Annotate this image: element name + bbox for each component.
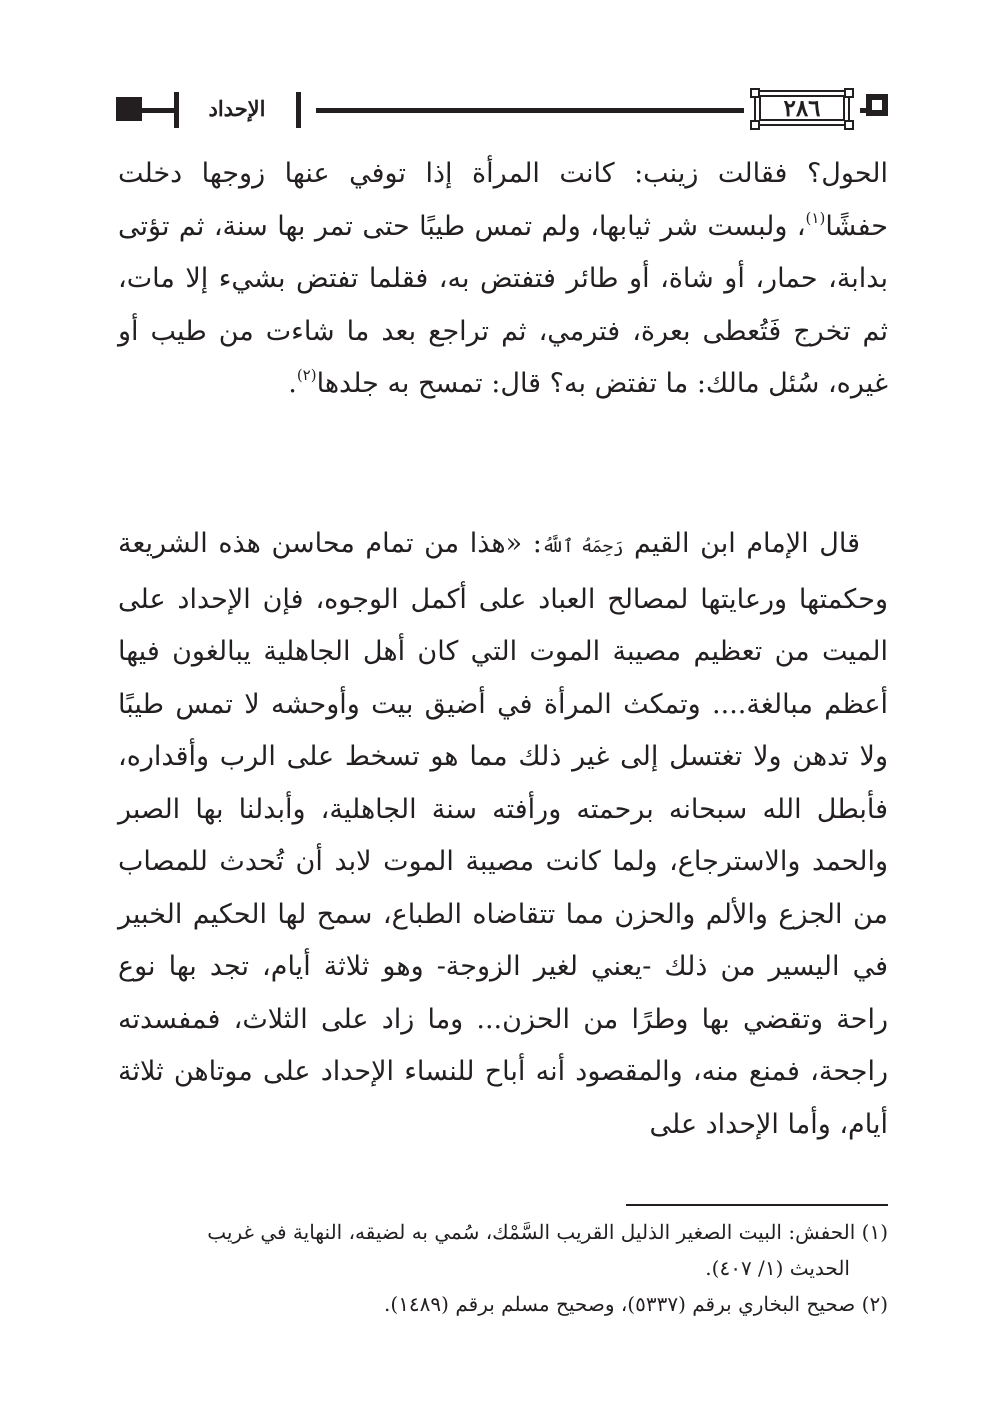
header-ornament-square-filled bbox=[116, 97, 142, 121]
footnote-1-text: الحفش: البيت الصغير الذليل القريب السَّمْك، سُمي به لضيقه، النهاية في غريب bbox=[207, 1220, 856, 1244]
honorific-glyph: رَحِمَهُ ٱللَّهُ bbox=[541, 536, 624, 557]
frame-corner-ornament bbox=[750, 120, 760, 130]
footnote-2 bbox=[118, 1286, 888, 1322]
header-divider-bar bbox=[296, 92, 301, 128]
footnote-1 bbox=[118, 1214, 888, 1250]
paragraph-1-text: ، ولبست شر ثيابها، ولم تمس طيبًا حتى تمر بها سنة، ثم تؤتى بدابة، حمار، أو شاة، أو طائر فتفتض به، فقلما تفتض بشيء إلا مات، ثم تخرج فَتُعطى بعرة، فترمي، ثم تراجع بعد ما شاءت من طيب أو غيره، سُئل مالك: ما تفتض به؟ قال: تمسح به جلدها bbox=[118, 210, 888, 399]
footnote-2-number: (٢) bbox=[861, 1292, 888, 1316]
footnote-1-continuation: الحديث (١/ ٤٠٧). bbox=[705, 1256, 850, 1280]
footnote-1-number: (١) bbox=[861, 1220, 888, 1244]
page-number: ٢٨٦ bbox=[759, 95, 845, 121]
frame-corner-ornament bbox=[844, 120, 854, 130]
chapter-title: الإحداد bbox=[182, 92, 292, 126]
paragraph-1-text: . bbox=[288, 368, 297, 399]
page-number-frame bbox=[744, 88, 860, 132]
paragraph-2-text: قال الإمام ابن القيم bbox=[634, 528, 860, 559]
frame-corner-ornament bbox=[844, 88, 854, 98]
paragraph-1-text: الحول؟ فقالت زينب: كانت المرأة إذا توفي عنها زوجها دخلت حفشًا bbox=[118, 158, 888, 242]
page-header bbox=[116, 88, 888, 132]
header-ornament-square-outline bbox=[866, 94, 888, 116]
header-divider-bar bbox=[174, 92, 179, 128]
footnote-ref-1[interactable]: (١) bbox=[805, 208, 826, 227]
header-rule-middle bbox=[316, 108, 746, 113]
footnotes bbox=[118, 1214, 888, 1322]
paragraph-1 bbox=[118, 148, 888, 411]
header-rule-left bbox=[136, 108, 176, 113]
footnote-separator bbox=[626, 1204, 888, 1206]
footnote-2-text: صحيح البخاري برقم (٥٣٣٧)، وصحيح مسلم برقم (١٤٨٩). bbox=[384, 1292, 856, 1316]
footnote-ref-2[interactable]: (٢) bbox=[296, 366, 317, 384]
paragraph-2 bbox=[118, 518, 888, 1151]
paragraph-2-text: : «هذا من تمام محاسن هذه الشريعة وحكمتها ورعايتها لمصالح العباد على أكمل الوجوه، فإن الإحداد على الميت من تعظيم مصيبة الموت التي كان أهل الجاهلية يبالغون فيها أعظم مبالغة.... وتمكث المرأة في أضيق بيت وأوحشه لا تمس طيبًا ولا تدهن ولا تغتسل إلى غير ذلك مما هو تسخط على الرب وأقداره، فأبطل الله سبحانه برحمته ورأفته سنة الجاهلية، وأبدلنا بها الصبر والحمد والاسترجاع، ولما كانت مصيبة الموت لابد أن تُحدث للمصاب من الجزع والألم والحزن مما تتقاضاه الطباع، سمح لها الحكيم الخبير في اليسير من ذلك -يعني لغير الزوجة- وهو ثلاثة أيام، تجد بها نوع راحة وتقضي بها وطرًا من الحزن... وما زاد على الثلاث، فمفسدته راجحة، فمنع منه، والمقصود أنه أباح للنساء الإحداد على موتاهن ثلاثة أيام، وأما الإحداد على bbox=[118, 528, 888, 1140]
